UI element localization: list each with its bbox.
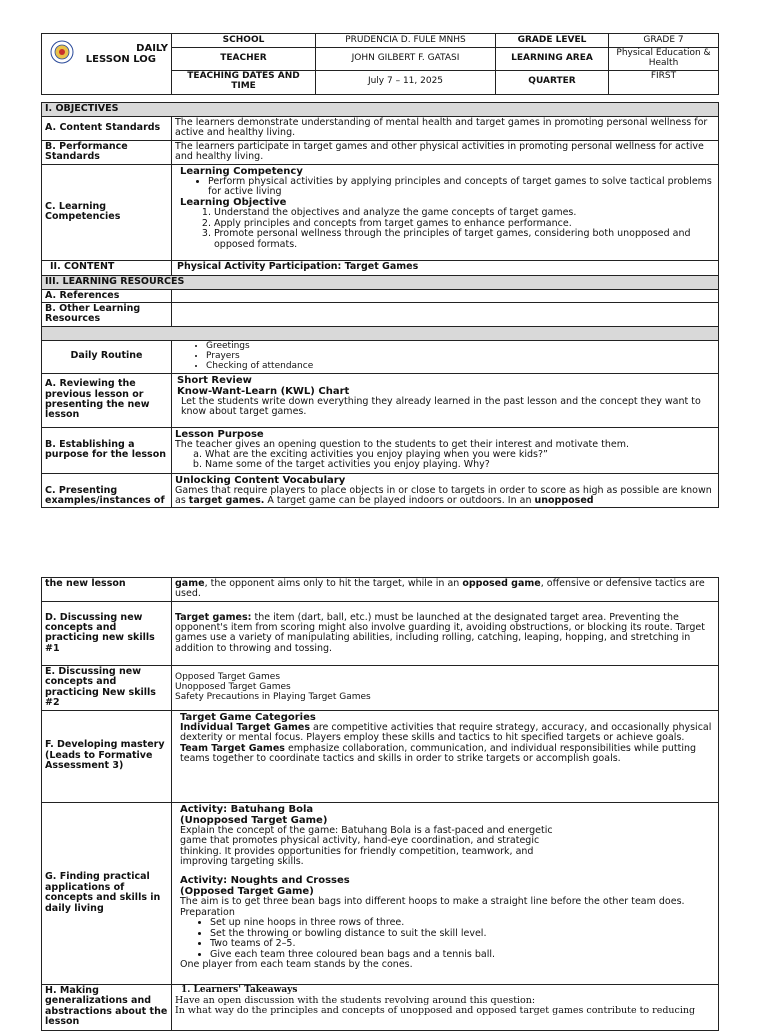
daily-label: DAILY — [136, 43, 168, 54]
purpose-label: B. Establishing a purpose for the lesson — [42, 427, 172, 473]
preparation-label: Preparation — [180, 906, 235, 918]
activity2-text: The aim is to get three bean bags into different hoops to make a straight line before the other team does. — [180, 896, 685, 908]
review-subtitle: Know-Want-Learn (KWL) Chart — [177, 385, 350, 397]
lo-title: Learning Objective — [180, 197, 287, 209]
procedures-table — [41, 577, 719, 1031]
routine-item-1: • Greetings — [206, 342, 715, 352]
discussing2-item-1: Opposed Target Games — [175, 671, 281, 682]
school-value: PRUDENCIA D. FULE MNHS — [316, 34, 496, 48]
references-value — [172, 289, 719, 302]
presenting-label: C. Presenting examples/instances of — [42, 473, 172, 508]
activity1-subtitle: (Unopposed Target Game) — [180, 814, 328, 826]
lesson-log-page-2 — [41, 577, 718, 1031]
performance-standards-text: The learners participate in target games and other physical activities in promoting personal wellness for active and healthy living. — [172, 140, 719, 164]
performance-standards-label: B. Performance Standards — [42, 140, 172, 164]
objectives-heading: I. OBJECTIVES — [42, 102, 719, 116]
activity2-subtitle: (Opposed Target Game) — [180, 886, 314, 898]
mastery-label: F. Developing mastery (Leads to Formative Assessment 3) — [42, 710, 172, 802]
learning-competencies-label: C. Learning Competencies — [42, 164, 172, 260]
dates-value: July 7 – 11, 2025 — [316, 70, 496, 94]
generalizations-label: H. Making generalizations and abstractions about the lesson — [42, 984, 172, 1030]
takeaways-text-1: Have an open discussion with the students revolving around this question: — [175, 994, 536, 1006]
review-title: Short Review — [177, 374, 252, 386]
prep-item-3: • Two teams of 2–5. — [210, 939, 715, 949]
prep-item-1: • Set up nine hoops in three rows of three. — [210, 918, 715, 928]
references-label: A. References — [42, 289, 172, 302]
content-standards-label: A. Content Standards — [42, 116, 172, 140]
activity1-text: Explain the concept of the game: Batuhang Bola is a fast-paced and energetic game that promotes physical activity, hand-eye coordination, and strategic thinking. It provides opportunities for friendly competition, teamwork, and improving targeting skills. — [180, 824, 553, 867]
lc-item: • Perform physical activities by applying principles and concepts of target games to solve tactical problems for active living — [208, 177, 715, 198]
content-value: Physical Activity Participation: Target Games — [172, 260, 719, 275]
header-table — [41, 33, 719, 95]
resources-heading: III. LEARNING RESOURCES — [42, 275, 719, 289]
grade-value: GRADE 7 — [609, 34, 719, 48]
presenting-text-part1: Games that require players to place objects in or close to targets in order to score as high as possible are known as target games. A target game can be played indoors or outdoors. In an unopposed — [175, 484, 712, 506]
lesson-log-label: LESSON LOG — [85, 53, 156, 65]
lo-item-1: 1. Understand the objectives and analyze the game concepts of target games. — [214, 208, 715, 218]
daily-routine-label: Daily Routine — [42, 340, 172, 373]
purpose-text: The teacher gives an opening question to the students to get their interest and motivate them. — [175, 438, 630, 450]
routine-item-3: • Checking of attendance — [206, 362, 715, 372]
purpose-question-2: b. Name some of the target activities you enjoy playing. Why? — [205, 460, 715, 470]
takeaways-text-2: In what way do the principles and concepts of unopposed and opposed target games contribute to reducing — [175, 1004, 696, 1016]
blank-shaded-row — [42, 326, 719, 340]
content-standards-text: The learners demonstrate understanding of mental health and target games in promoting personal wellness for active and healthy living. — [172, 116, 719, 140]
activity2-closing: One player from each team stands by the cones. — [180, 959, 413, 970]
mastery-individual: Individual Target Games are competitive activities that require strategy, accuracy, and occasionally physical dexterity or mental focus. Players employ these skills and tactics to hit specified targets or achieve goals. — [180, 721, 712, 744]
activity1-title: Activity: Batuhang Bola — [180, 803, 314, 815]
dates-label: TEACHING DATES AND TIME — [172, 70, 316, 94]
discussing2-label: E. Discussing new concepts and practicing New skills #2 — [42, 665, 172, 710]
mastery-title: Target Game Categories — [180, 711, 316, 723]
content-label: II. CONTENT — [42, 260, 172, 275]
school-label: SCHOOL — [172, 34, 316, 48]
takeaways-title: 1. Learners' Takeaways — [181, 984, 298, 995]
discussing2-item-3: Safety Precautions in Playing Target Games — [175, 691, 371, 702]
area-label: LEARNING AREA — [496, 48, 609, 71]
grade-label: GRADE LEVEL — [496, 34, 609, 48]
activity2-title: Activity: Noughts and Crosses — [180, 875, 350, 887]
other-resources-value — [172, 302, 719, 326]
teacher-value: JOHN GILBERT F. GATASI — [316, 48, 496, 71]
mastery-team: Team Target Games emphasize collaboration, communication, and individual responsibilities while putting teams together to coordinate tactics and skills in order to strike targets or accomplish goals. — [180, 742, 697, 764]
purpose-title: Lesson Purpose — [175, 428, 264, 440]
presenting-title: Unlocking Content Vocabulary — [175, 474, 346, 486]
logo-cell — [42, 34, 172, 95]
lo-item-2: 2. Apply principles and concepts from target games to enhance performance. — [214, 219, 715, 229]
lo-item-3: 3. Promote personal wellness through the principles of target games, considering both unopposed and opposed formats. — [214, 229, 715, 250]
presenting-label-continued: the new lesson — [42, 578, 172, 602]
discussing1-label: D. Discussing new concepts and practicing new skills #1 — [42, 601, 172, 665]
other-resources-label: B. Other Learning Resources — [42, 302, 172, 326]
quarter-label: QUARTER — [496, 70, 609, 94]
prep-item-2: • Set the throwing or bowling distance to suit the skill level. — [210, 929, 715, 939]
applications-label: G. Finding practical applications of concepts and skills in daily living — [42, 802, 172, 984]
objectives-table — [41, 102, 719, 509]
review-label: A. Reviewing the previous lesson or presenting the new lesson — [42, 373, 172, 427]
teacher-label: TEACHER — [172, 48, 316, 71]
lc-title: Learning Competency — [180, 165, 303, 177]
area-value: Physical Education & Health — [609, 48, 719, 71]
lesson-log-page-1 — [41, 33, 718, 508]
discussing1-text: Target games: the item (dart, ball, etc.) must be launched at the designated target area. Preventing the opponent's item from scoring might also involve guarding it, avoiding obstructions, or blocking its route. Target games use a variety of manipulating abilities, including rolling, catching, leaping, hopping, and stretching in addition to throwing and tossing. — [175, 611, 706, 654]
discussing2-item-2: Unopposed Target Games — [175, 681, 291, 692]
routine-item-2: • Prayers — [206, 352, 715, 362]
purpose-question-1: a. What are the exciting activities you enjoy playing when you were kids?” — [205, 450, 715, 460]
review-text: Let the students write down everything they already learned in the past lesson and the concept they want to know about target games. — [181, 395, 701, 417]
presenting-text-part2: game, the opponent aims only to hit the target, while in an opposed game, offensive or defensive tactics are used. — [172, 578, 719, 602]
quarter-value: FIRST — [609, 70, 719, 94]
prep-item-4: • Give each team three coloured bean bags and a tennis ball. — [210, 950, 715, 960]
deped-seal-icon — [50, 40, 74, 64]
